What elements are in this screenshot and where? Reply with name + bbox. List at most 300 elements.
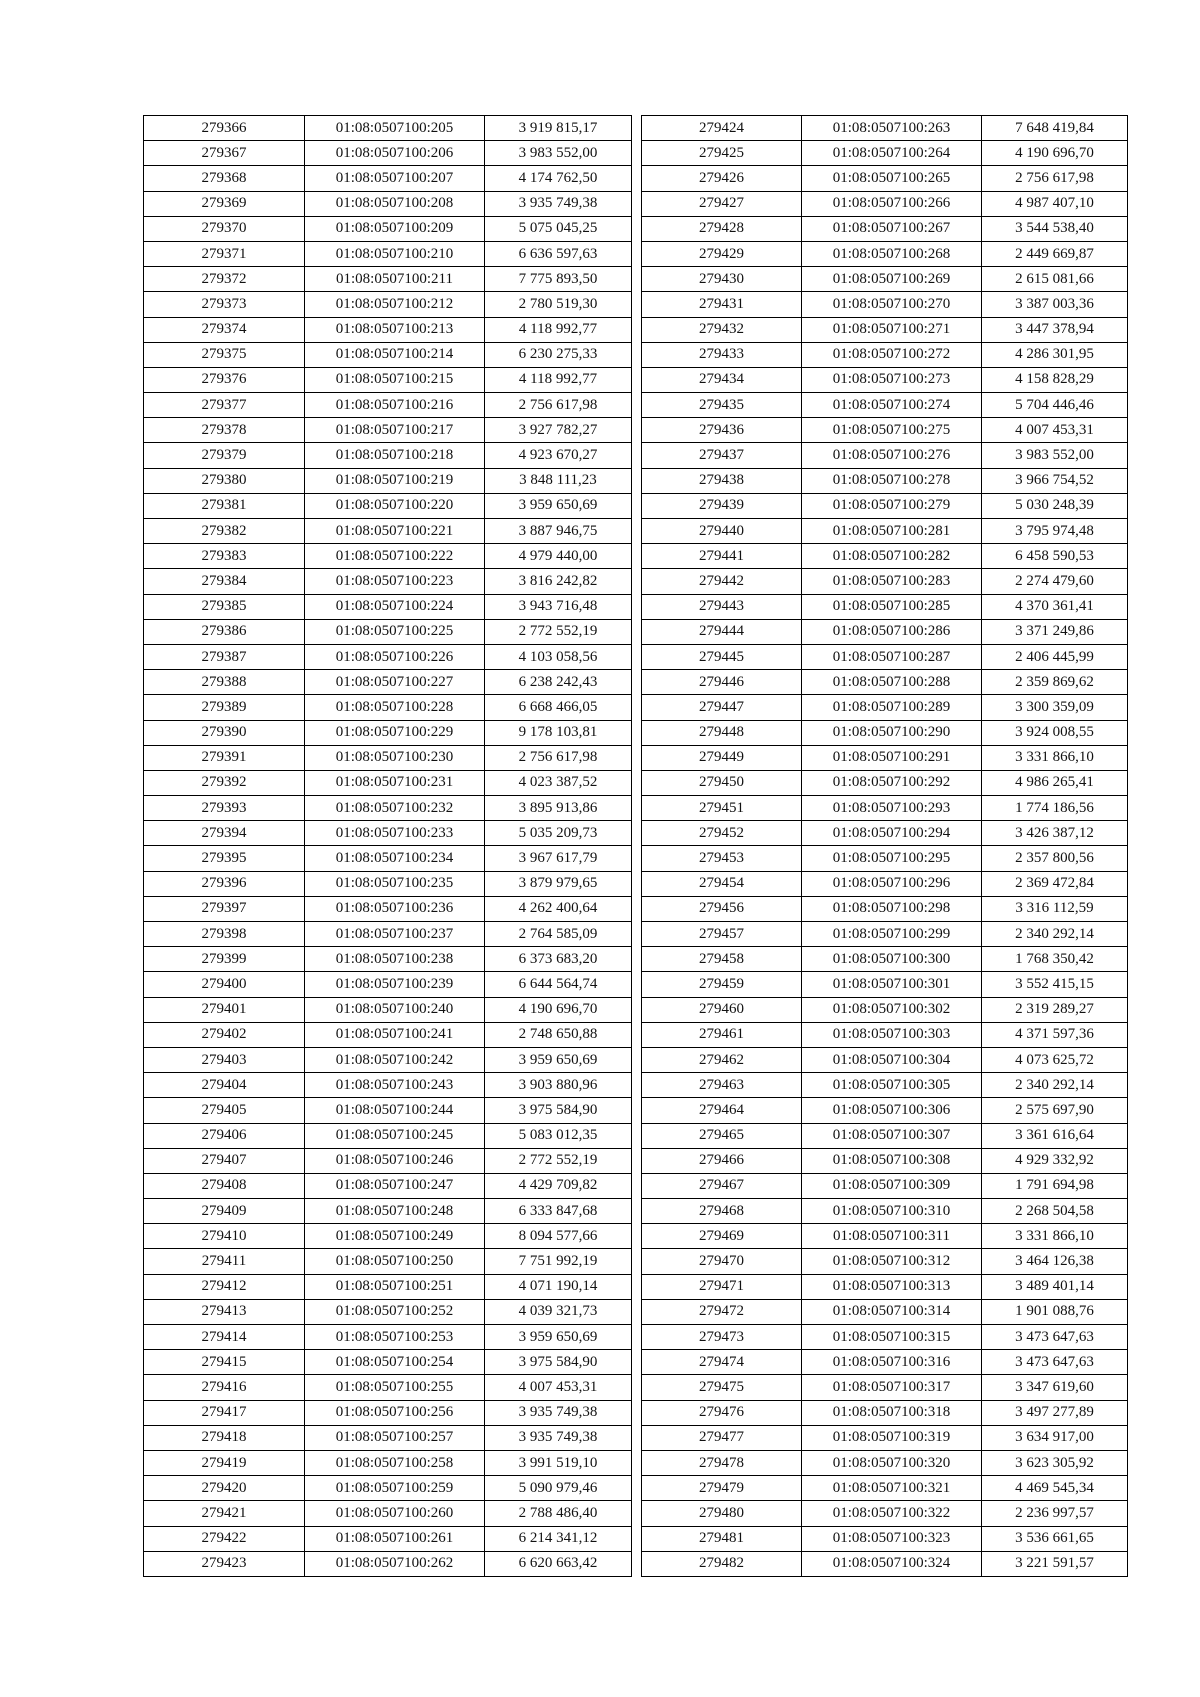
table-row (144, 544, 632, 569)
cadastral-value-cell: 3 544 538,40 (982, 216, 1128, 241)
table-row (144, 166, 632, 191)
cadastral-value-cell: 3 927 782,27 (485, 418, 632, 443)
table-row (642, 972, 1128, 997)
cadastral-number-cell: 01:08:0507100:230 (305, 745, 485, 770)
cadastral-number-cell: 01:08:0507100:240 (305, 997, 485, 1022)
cadastral-number-cell: 01:08:0507100:218 (305, 443, 485, 468)
cadastral-number-cell: 01:08:0507100:299 (802, 922, 982, 947)
cadastral-number-cell: 01:08:0507100:310 (802, 1199, 982, 1224)
cadastral-number-cell: 01:08:0507100:283 (802, 569, 982, 594)
row-number-cell: 279462 (642, 1047, 802, 1072)
cadastral-value-cell: 2 340 292,14 (982, 1073, 1128, 1098)
cadastral-number-cell: 01:08:0507100:282 (802, 544, 982, 569)
table-row (642, 770, 1128, 795)
cadastral-value-cell: 4 007 453,31 (485, 1375, 632, 1400)
row-number-cell: 279384 (144, 569, 305, 594)
table-row (642, 846, 1128, 871)
table-row (642, 896, 1128, 921)
row-number-cell: 279442 (642, 569, 802, 594)
cadastral-value-cell: 3 903 880,96 (485, 1073, 632, 1098)
row-number-cell: 279400 (144, 972, 305, 997)
table-row (642, 292, 1128, 317)
cadastral-value-cell: 7 775 893,50 (485, 267, 632, 292)
cadastral-value-cell: 3 983 552,00 (485, 141, 632, 166)
cadastral-value-table-right (641, 115, 1128, 1577)
row-number-cell: 279366 (144, 116, 305, 141)
cadastral-value-cell: 3 331 866,10 (982, 745, 1128, 770)
cadastral-number-cell: 01:08:0507100:209 (305, 216, 485, 241)
table-row (144, 292, 632, 317)
table-row (642, 745, 1128, 770)
cadastral-number-cell: 01:08:0507100:278 (802, 468, 982, 493)
table-body-right (642, 116, 1128, 1577)
cadastral-number-cell: 01:08:0507100:292 (802, 770, 982, 795)
cadastral-value-cell: 6 458 590,53 (982, 544, 1128, 569)
table-row (642, 1224, 1128, 1249)
table-row (642, 1022, 1128, 1047)
cadastral-number-cell: 01:08:0507100:270 (802, 292, 982, 317)
table-row (144, 519, 632, 544)
table-row (144, 1450, 632, 1475)
row-number-cell: 279465 (642, 1123, 802, 1148)
cadastral-number-cell: 01:08:0507100:279 (802, 493, 982, 518)
row-number-cell: 279367 (144, 141, 305, 166)
cadastral-value-cell: 6 668 466,05 (485, 695, 632, 720)
cadastral-number-cell: 01:08:0507100:219 (305, 468, 485, 493)
cadastral-number-cell: 01:08:0507100:276 (802, 443, 982, 468)
table-row (144, 1501, 632, 1526)
row-number-cell: 279450 (642, 770, 802, 795)
table-row (642, 191, 1128, 216)
cadastral-number-cell: 01:08:0507100:232 (305, 796, 485, 821)
table-row (144, 720, 632, 745)
row-number-cell: 279480 (642, 1501, 802, 1526)
table-row (642, 871, 1128, 896)
table-row (144, 972, 632, 997)
cadastral-value-cell: 4 190 696,70 (982, 141, 1128, 166)
table-row (642, 1375, 1128, 1400)
cadastral-value-cell: 1 901 088,76 (982, 1299, 1128, 1324)
cadastral-value-cell: 3 935 749,38 (485, 191, 632, 216)
cadastral-number-cell: 01:08:0507100:291 (802, 745, 982, 770)
cadastral-number-cell: 01:08:0507100:316 (802, 1350, 982, 1375)
table-row (144, 1425, 632, 1450)
row-number-cell: 279399 (144, 947, 305, 972)
cadastral-number-cell: 01:08:0507100:286 (802, 619, 982, 644)
cadastral-value-cell: 1 774 186,56 (982, 796, 1128, 821)
cadastral-number-cell: 01:08:0507100:248 (305, 1199, 485, 1224)
row-number-cell: 279473 (642, 1325, 802, 1350)
row-number-cell: 279449 (642, 745, 802, 770)
cadastral-number-cell: 01:08:0507100:273 (802, 367, 982, 392)
table-row (642, 922, 1128, 947)
cadastral-value-cell: 4 073 625,72 (982, 1047, 1128, 1072)
cadastral-value-cell: 4 923 670,27 (485, 443, 632, 468)
cadastral-number-cell: 01:08:0507100:290 (802, 720, 982, 745)
row-number-cell: 279401 (144, 997, 305, 1022)
cadastral-value-cell: 2 359 869,62 (982, 670, 1128, 695)
table-row (642, 393, 1128, 418)
cadastral-number-cell: 01:08:0507100:322 (802, 1501, 982, 1526)
cadastral-number-cell: 01:08:0507100:272 (802, 342, 982, 367)
row-number-cell: 279446 (642, 670, 802, 695)
cadastral-value-cell: 3 489 401,14 (982, 1274, 1128, 1299)
row-number-cell: 279412 (144, 1274, 305, 1299)
cadastral-value-cell: 3 221 591,57 (982, 1551, 1128, 1576)
table-row (144, 1123, 632, 1148)
cadastral-value-cell: 4 007 453,31 (982, 418, 1128, 443)
table-row (642, 1350, 1128, 1375)
cadastral-value-cell: 3 959 650,69 (485, 1325, 632, 1350)
cadastral-number-cell: 01:08:0507100:253 (305, 1325, 485, 1350)
cadastral-number-cell: 01:08:0507100:296 (802, 871, 982, 896)
cadastral-value-cell: 2 274 479,60 (982, 569, 1128, 594)
cadastral-value-cell: 2 449 669,87 (982, 241, 1128, 266)
table-row (144, 1199, 632, 1224)
row-number-cell: 279386 (144, 619, 305, 644)
cadastral-value-cell: 3 473 647,63 (982, 1350, 1128, 1375)
cadastral-number-cell: 01:08:0507100:281 (802, 519, 982, 544)
row-number-cell: 279421 (144, 1501, 305, 1526)
cadastral-number-cell: 01:08:0507100:213 (305, 317, 485, 342)
row-number-cell: 279419 (144, 1450, 305, 1475)
cadastral-value-cell: 3 795 974,48 (982, 519, 1128, 544)
row-number-cell: 279380 (144, 468, 305, 493)
cadastral-value-cell: 5 075 045,25 (485, 216, 632, 241)
table-row (642, 1551, 1128, 1576)
table-row (642, 1199, 1128, 1224)
cadastral-value-cell: 2 319 289,27 (982, 997, 1128, 1022)
row-number-cell: 279396 (144, 871, 305, 896)
table-row (642, 1073, 1128, 1098)
row-number-cell: 279436 (642, 418, 802, 443)
row-number-cell: 279403 (144, 1047, 305, 1072)
row-number-cell: 279418 (144, 1425, 305, 1450)
cadastral-value-cell: 3 959 650,69 (485, 1047, 632, 1072)
cadastral-value-cell: 3 991 519,10 (485, 1450, 632, 1475)
cadastral-value-cell: 3 966 754,52 (982, 468, 1128, 493)
cadastral-value-cell: 7 751 992,19 (485, 1249, 632, 1274)
row-number-cell: 279368 (144, 166, 305, 191)
cadastral-value-cell: 2 756 617,98 (485, 393, 632, 418)
table-row (144, 846, 632, 871)
table-row (642, 997, 1128, 1022)
cadastral-number-cell: 01:08:0507100:211 (305, 267, 485, 292)
cadastral-number-cell: 01:08:0507100:274 (802, 393, 982, 418)
row-number-cell: 279387 (144, 644, 305, 669)
row-number-cell: 279457 (642, 922, 802, 947)
cadastral-number-cell: 01:08:0507100:243 (305, 1073, 485, 1098)
row-number-cell: 279405 (144, 1098, 305, 1123)
cadastral-value-cell: 3 387 003,36 (982, 292, 1128, 317)
row-number-cell: 279456 (642, 896, 802, 921)
cadastral-value-cell: 3 447 378,94 (982, 317, 1128, 342)
cadastral-number-cell: 01:08:0507100:207 (305, 166, 485, 191)
table-row (642, 1249, 1128, 1274)
cadastral-number-cell: 01:08:0507100:254 (305, 1350, 485, 1375)
cadastral-number-cell: 01:08:0507100:314 (802, 1299, 982, 1324)
cadastral-value-cell: 3 316 112,59 (982, 896, 1128, 921)
cadastral-number-cell: 01:08:0507100:236 (305, 896, 485, 921)
cadastral-number-cell: 01:08:0507100:242 (305, 1047, 485, 1072)
row-number-cell: 279372 (144, 267, 305, 292)
cadastral-value-cell: 4 979 440,00 (485, 544, 632, 569)
cadastral-value-cell: 8 094 577,66 (485, 1224, 632, 1249)
cadastral-value-cell: 3 552 415,15 (982, 972, 1128, 997)
table-row (642, 519, 1128, 544)
table-row (642, 216, 1128, 241)
row-number-cell: 279420 (144, 1476, 305, 1501)
row-number-cell: 279432 (642, 317, 802, 342)
row-number-cell: 279392 (144, 770, 305, 795)
table-row (144, 241, 632, 266)
cadastral-number-cell: 01:08:0507100:268 (802, 241, 982, 266)
table-row (144, 493, 632, 518)
cadastral-number-cell: 01:08:0507100:324 (802, 1551, 982, 1576)
table-row (144, 796, 632, 821)
cadastral-value-cell: 3 371 249,86 (982, 619, 1128, 644)
table-row (144, 896, 632, 921)
cadastral-value-cell: 2 369 472,84 (982, 871, 1128, 896)
cadastral-number-cell: 01:08:0507100:307 (802, 1123, 982, 1148)
table-row (144, 1551, 632, 1576)
table-row (144, 644, 632, 669)
cadastral-value-cell: 4 987 407,10 (982, 191, 1128, 216)
table-row (144, 267, 632, 292)
row-number-cell: 279440 (642, 519, 802, 544)
cadastral-value-cell: 3 983 552,00 (982, 443, 1128, 468)
table-row (144, 1299, 632, 1324)
cadastral-number-cell: 01:08:0507100:223 (305, 569, 485, 594)
table-row (642, 267, 1128, 292)
table-row (144, 1224, 632, 1249)
cadastral-number-cell: 01:08:0507100:208 (305, 191, 485, 216)
row-number-cell: 279444 (642, 619, 802, 644)
cadastral-number-cell: 01:08:0507100:287 (802, 644, 982, 669)
table-row (144, 1173, 632, 1198)
table-row (642, 468, 1128, 493)
cadastral-number-cell: 01:08:0507100:266 (802, 191, 982, 216)
cadastral-value-cell: 6 636 597,63 (485, 241, 632, 266)
table-row (642, 1148, 1128, 1173)
cadastral-value-cell: 2 236 997,57 (982, 1501, 1128, 1526)
cadastral-value-cell: 2 406 445,99 (982, 644, 1128, 669)
row-number-cell: 279430 (642, 267, 802, 292)
cadastral-number-cell: 01:08:0507100:294 (802, 821, 982, 846)
table-row (642, 1526, 1128, 1551)
cadastral-number-cell: 01:08:0507100:309 (802, 1173, 982, 1198)
cadastral-value-cell: 3 848 111,23 (485, 468, 632, 493)
row-number-cell: 279374 (144, 317, 305, 342)
row-number-cell: 279468 (642, 1199, 802, 1224)
table-row (642, 1123, 1128, 1148)
cadastral-value-cell: 3 967 617,79 (485, 846, 632, 871)
cadastral-value-cell: 7 648 419,84 (982, 116, 1128, 141)
table-row (144, 997, 632, 1022)
row-number-cell: 279427 (642, 191, 802, 216)
table-row (144, 670, 632, 695)
row-number-cell: 279478 (642, 1450, 802, 1475)
cadastral-value-cell: 9 178 103,81 (485, 720, 632, 745)
table-row (642, 1476, 1128, 1501)
row-number-cell: 279369 (144, 191, 305, 216)
cadastral-number-cell: 01:08:0507100:306 (802, 1098, 982, 1123)
table-row (642, 317, 1128, 342)
row-number-cell: 279414 (144, 1325, 305, 1350)
cadastral-number-cell: 01:08:0507100:318 (802, 1400, 982, 1425)
table-row (642, 367, 1128, 392)
row-number-cell: 279381 (144, 493, 305, 518)
table-row (144, 821, 632, 846)
table-row (642, 644, 1128, 669)
cadastral-value-cell: 6 238 242,43 (485, 670, 632, 695)
row-number-cell: 279416 (144, 1375, 305, 1400)
row-number-cell: 279466 (642, 1148, 802, 1173)
cadastral-number-cell: 01:08:0507100:205 (305, 116, 485, 141)
row-number-cell: 279474 (642, 1350, 802, 1375)
row-number-cell: 279481 (642, 1526, 802, 1551)
cadastral-number-cell: 01:08:0507100:222 (305, 544, 485, 569)
cadastral-value-cell: 2 788 486,40 (485, 1501, 632, 1526)
table-row (144, 1249, 632, 1274)
cadastral-value-cell: 4 286 301,95 (982, 342, 1128, 367)
table-row (144, 216, 632, 241)
cadastral-number-cell: 01:08:0507100:241 (305, 1022, 485, 1047)
cadastral-number-cell: 01:08:0507100:221 (305, 519, 485, 544)
row-number-cell: 279409 (144, 1199, 305, 1224)
cadastral-number-cell: 01:08:0507100:263 (802, 116, 982, 141)
table-row (144, 393, 632, 418)
row-number-cell: 279382 (144, 519, 305, 544)
row-number-cell: 279435 (642, 393, 802, 418)
cadastral-value-cell: 4 929 332,92 (982, 1148, 1128, 1173)
table-row (642, 1098, 1128, 1123)
cadastral-number-cell: 01:08:0507100:238 (305, 947, 485, 972)
cadastral-value-cell: 4 039 321,73 (485, 1299, 632, 1324)
cadastral-number-cell: 01:08:0507100:289 (802, 695, 982, 720)
row-number-cell: 279395 (144, 846, 305, 871)
cadastral-number-cell: 01:08:0507100:261 (305, 1526, 485, 1551)
row-number-cell: 279393 (144, 796, 305, 821)
cadastral-value-cell: 4 469 545,34 (982, 1476, 1128, 1501)
cadastral-number-cell: 01:08:0507100:217 (305, 418, 485, 443)
cadastral-number-cell: 01:08:0507100:214 (305, 342, 485, 367)
row-number-cell: 279426 (642, 166, 802, 191)
cadastral-value-cell: 2 268 504,58 (982, 1199, 1128, 1224)
row-number-cell: 279461 (642, 1022, 802, 1047)
row-number-cell: 279402 (144, 1022, 305, 1047)
cadastral-number-cell: 01:08:0507100:259 (305, 1476, 485, 1501)
table-row (642, 1400, 1128, 1425)
cadastral-value-cell: 3 919 815,17 (485, 116, 632, 141)
cadastral-number-cell: 01:08:0507100:323 (802, 1526, 982, 1551)
cadastral-value-cell: 2 340 292,14 (982, 922, 1128, 947)
cadastral-number-cell: 01:08:0507100:285 (802, 594, 982, 619)
cadastral-value-cell: 2 756 617,98 (982, 166, 1128, 191)
row-number-cell: 279479 (642, 1476, 802, 1501)
table-row (144, 1073, 632, 1098)
row-number-cell: 279467 (642, 1173, 802, 1198)
row-number-cell: 279431 (642, 292, 802, 317)
cadastral-number-cell: 01:08:0507100:215 (305, 367, 485, 392)
table-row (642, 241, 1128, 266)
cadastral-value-cell: 4 370 361,41 (982, 594, 1128, 619)
table-row (642, 342, 1128, 367)
cadastral-value-cell: 2 357 800,56 (982, 846, 1128, 871)
row-number-cell: 279424 (642, 116, 802, 141)
row-number-cell: 279475 (642, 1375, 802, 1400)
row-number-cell: 279454 (642, 871, 802, 896)
row-number-cell: 279472 (642, 1299, 802, 1324)
table-row (144, 1098, 632, 1123)
cadastral-value-cell: 3 924 008,55 (982, 720, 1128, 745)
cadastral-number-cell: 01:08:0507100:303 (802, 1022, 982, 1047)
cadastral-value-cell: 3 331 866,10 (982, 1224, 1128, 1249)
table-row (144, 922, 632, 947)
table-row (642, 1047, 1128, 1072)
cadastral-value-cell: 4 174 762,50 (485, 166, 632, 191)
row-number-cell: 279383 (144, 544, 305, 569)
row-number-cell: 279408 (144, 1173, 305, 1198)
row-number-cell: 279451 (642, 796, 802, 821)
table-row (642, 1501, 1128, 1526)
table-row (642, 1450, 1128, 1475)
table-row (144, 1047, 632, 1072)
table-row (144, 342, 632, 367)
cadastral-number-cell: 01:08:0507100:315 (802, 1325, 982, 1350)
table-row (642, 821, 1128, 846)
table-row (144, 619, 632, 644)
cadastral-number-cell: 01:08:0507100:234 (305, 846, 485, 871)
cadastral-number-cell: 01:08:0507100:312 (802, 1249, 982, 1274)
cadastral-number-cell: 01:08:0507100:206 (305, 141, 485, 166)
cadastral-number-cell: 01:08:0507100:233 (305, 821, 485, 846)
cadastral-number-cell: 01:08:0507100:244 (305, 1098, 485, 1123)
row-number-cell: 279371 (144, 241, 305, 266)
table-row (144, 418, 632, 443)
cadastral-value-cell: 3 300 359,09 (982, 695, 1128, 720)
table-row (642, 947, 1128, 972)
row-number-cell: 279377 (144, 393, 305, 418)
table-row (642, 619, 1128, 644)
row-number-cell: 279389 (144, 695, 305, 720)
row-number-cell: 279445 (642, 644, 802, 669)
cadastral-value-cell: 6 230 275,33 (485, 342, 632, 367)
cadastral-number-cell: 01:08:0507100:271 (802, 317, 982, 342)
cadastral-value-cell: 3 816 242,82 (485, 569, 632, 594)
table-row (144, 770, 632, 795)
table-row (642, 1173, 1128, 1198)
cadastral-value-cell: 6 644 564,74 (485, 972, 632, 997)
cadastral-value-cell: 4 429 709,82 (485, 1173, 632, 1198)
cadastral-value-cell: 4 262 400,64 (485, 896, 632, 921)
table-row (642, 1274, 1128, 1299)
table-row (144, 317, 632, 342)
cadastral-value-cell: 6 214 341,12 (485, 1526, 632, 1551)
cadastral-value-cell: 1 791 694,98 (982, 1173, 1128, 1198)
cadastral-number-cell: 01:08:0507100:288 (802, 670, 982, 695)
cadastral-value-cell: 3 634 917,00 (982, 1425, 1128, 1450)
cadastral-number-cell: 01:08:0507100:308 (802, 1148, 982, 1173)
row-number-cell: 279407 (144, 1148, 305, 1173)
cadastral-number-cell: 01:08:0507100:321 (802, 1476, 982, 1501)
cadastral-number-cell: 01:08:0507100:295 (802, 846, 982, 871)
cadastral-value-cell: 3 497 277,89 (982, 1400, 1128, 1425)
cadastral-value-cell: 2 748 650,88 (485, 1022, 632, 1047)
table-row (642, 1325, 1128, 1350)
cadastral-number-cell: 01:08:0507100:311 (802, 1224, 982, 1249)
cadastral-number-cell: 01:08:0507100:300 (802, 947, 982, 972)
